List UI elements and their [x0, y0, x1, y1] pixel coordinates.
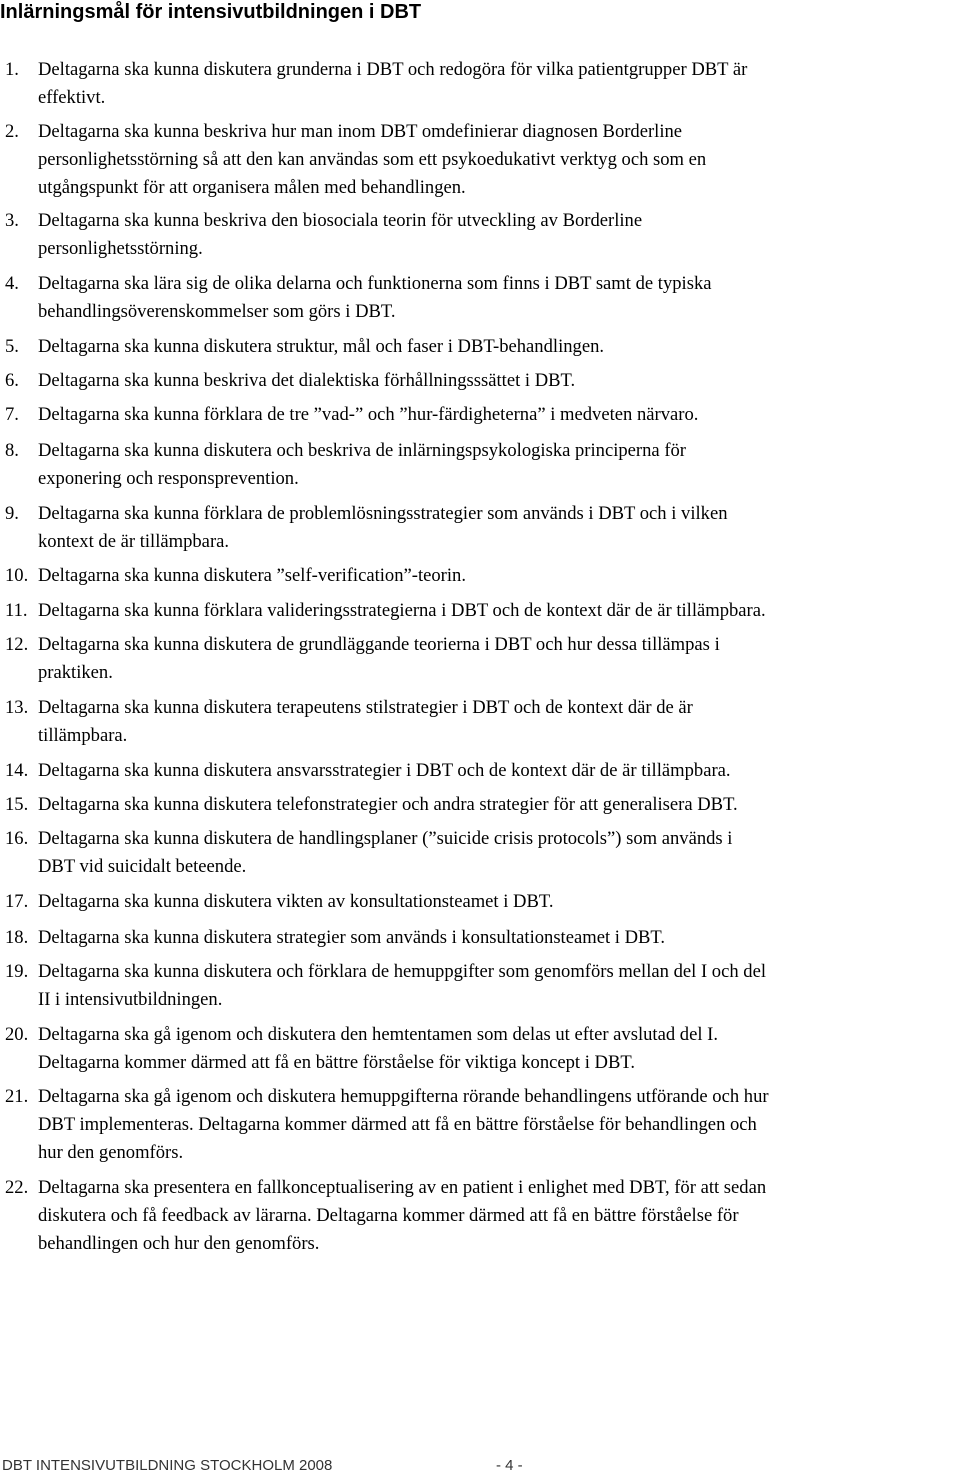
item-text: Deltagarna ska kunna förklara de problemlösningsstrategier som används i DBT och i vilken kontext de är tillämpbara. — [38, 503, 728, 552]
item-number: 2. — [5, 121, 19, 142]
item-number: 3. — [5, 210, 19, 231]
item-text: Deltagarna ska kunna förklara valideringsstrategierna i DBT och de kontext där de är tillämpbara. — [38, 600, 766, 621]
item-text: Deltagarna ska kunna diskutera och förklara de hemuppgifter som genomförs mellan del I och del II i intensivutbildningen. — [38, 961, 767, 1010]
item-text: Deltagarna ska presentera en fallkonceptualisering av en patient i enlighet med DBT, för att sedan diskutera och få feedback av lärarna. Deltagarna kommer därmed att få en bättre förståelse för behandlingen och hur den genomförs. — [38, 1177, 767, 1254]
item-number: 22. — [5, 1177, 29, 1198]
page-number: - 4 - — [496, 1457, 523, 1474]
item-text: Deltagarna ska kunna diskutera de grundläggande teorierna i DBT och hur dessa tillämpas i praktiken. — [38, 634, 720, 683]
footer-label: DBT INTENSIVUTBILDNING STOCKHOLM 2008 — [2, 1457, 333, 1474]
item-text: Deltagarna ska kunna diskutera och beskriva de inlärningspsykologiska principerna för exponering och responsprevention. — [38, 440, 687, 489]
document-title: Inlärningsmål för intensivutbildningen i DBT — [0, 1, 422, 23]
item-number: 15. — [5, 794, 29, 815]
item-text: Deltagarna ska kunna förklara de tre ”vad-” och ”hur-färdigheterna” i medveten närvaro. — [38, 404, 699, 425]
item-text: Deltagarna ska kunna beskriva det dialektiska förhållningsssättet i DBT. — [38, 370, 576, 391]
item-text: Deltagarna ska kunna beskriva hur man inom DBT omdefinierar diagnosen Borderline personlighetsstörning så att den kan användas som ett psykoedukativt verktyg och som en utgångspunkt för att organisera målen med behandlingen. — [38, 121, 707, 198]
item-text: Deltagarna ska kunna diskutera vikten av konsultationsteamet i DBT. — [38, 891, 554, 912]
item-text: Deltagarna ska lära sig de olika delarna och funktionerna som finns i DBT samt de typiska behandlingsöverenskommelser som görs i DBT. — [38, 273, 712, 322]
item-number: 18. — [5, 927, 29, 948]
item-text: Deltagarna ska kunna diskutera grunderna i DBT och redogöra för vilka patientgrupper DBT är effektivt. — [38, 59, 748, 108]
item-number: 6. — [5, 370, 19, 391]
item-number: 11. — [5, 600, 28, 621]
item-text: Deltagarna ska kunna diskutera strategier som används i konsultationsteamet i DBT. — [38, 927, 666, 948]
item-number: 16. — [5, 828, 29, 849]
item-number: 19. — [5, 961, 29, 982]
item-text: Deltagarna ska kunna diskutera de handlingsplaner (”suicide crisis protocols”) som används i DBT vid suicidalt beteende. — [38, 828, 733, 877]
item-number: 10. — [5, 565, 29, 586]
item-number: 14. — [5, 760, 29, 781]
item-text: Deltagarna ska gå igenom och diskutera hemuppgifterna rörande behandlingens utförande och hur DBT implementeras. Deltagarna kommer därmed att få en bättre förståelse för behandlingen och hur den genomförs. — [38, 1086, 769, 1163]
item-text: Deltagarna ska kunna diskutera struktur, mål och faser i DBT-behandlingen. — [38, 336, 605, 357]
item-text: Deltagarna ska kunna diskutera ”self-verification”-teorin. — [38, 565, 466, 586]
item-number: 17. — [5, 891, 29, 912]
item-number: 1. — [5, 59, 19, 80]
item-number: 5. — [5, 336, 19, 357]
item-number: 7. — [5, 404, 19, 425]
item-text: Deltagarna ska gå igenom och diskutera den hemtentamen som delas ut efter avslutad del I. Deltagarna kommer därmed att få en bättre förståelse för viktiga koncept i DBT. — [38, 1024, 718, 1073]
item-text: Deltagarna ska kunna diskutera terapeutens stilstrategier i DBT och de kontext där de är tillämpbara. — [38, 697, 693, 746]
item-text: Deltagarna ska kunna beskriva den biosociala teorin för utveckling av Borderline personlighetsstörning. — [38, 210, 643, 259]
item-number: 21. — [5, 1086, 29, 1107]
item-text: Deltagarna ska kunna diskutera ansvarsstrategier i DBT och de kontext där de är tillämpbara. — [38, 760, 731, 781]
item-text: Deltagarna ska kunna diskutera telefonstrategier och andra strategier för att generalisera DBT. — [38, 794, 738, 815]
item-number: 13. — [5, 697, 29, 718]
item-number: 8. — [5, 440, 19, 461]
item-number: 12. — [5, 634, 29, 655]
item-number: 20. — [5, 1024, 29, 1045]
item-number: 9. — [5, 503, 19, 524]
item-number: 4. — [5, 273, 19, 294]
